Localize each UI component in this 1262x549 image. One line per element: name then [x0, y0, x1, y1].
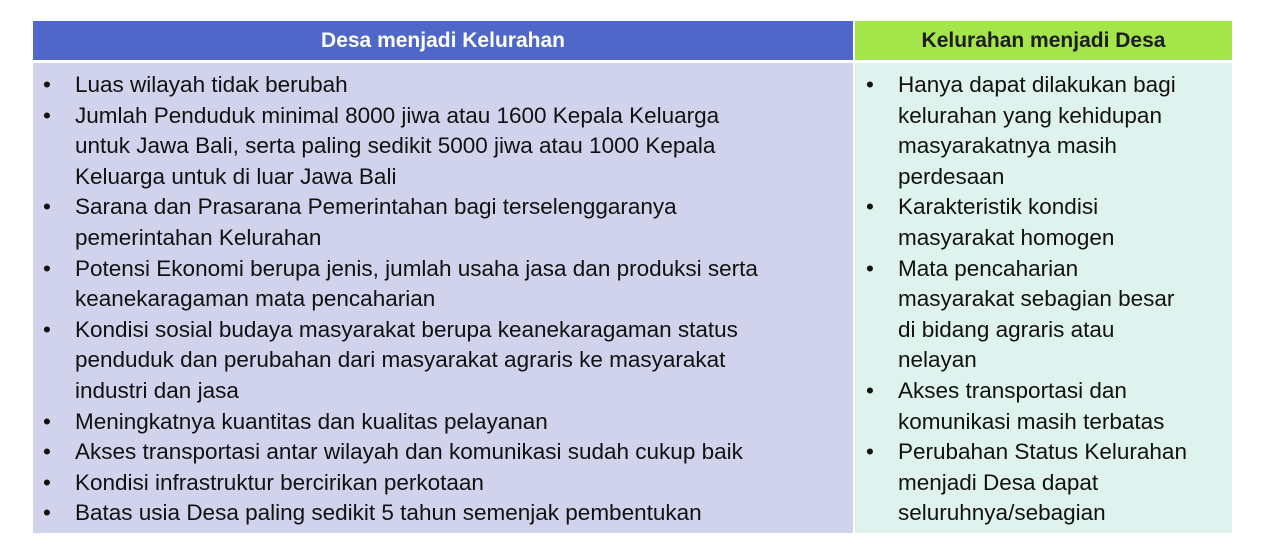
- list-item-text-line: Akses transportasi antar wilayah dan komunikasi sudah cukup baik: [75, 439, 743, 465]
- list-item-text-line: seluruhnya/sebagian: [898, 500, 1106, 526]
- list-item-text-line: nelayan: [898, 347, 977, 373]
- bullet-icon: •: [43, 72, 51, 97]
- list-item-text-line: Perubahan Status Kelurahan: [898, 439, 1187, 465]
- list-item-text-line: Batas usia Desa paling sedikit 5 tahun semenjak pembentukan: [75, 500, 702, 526]
- list-item: [855, 254, 1232, 376]
- list-item: [33, 101, 853, 193]
- list-item-text-line: industri dan jasa: [75, 377, 239, 403]
- list-item-text-line: Keluarga untuk di luar Jawa Bali: [75, 163, 397, 189]
- bullet-icon: •: [866, 72, 874, 97]
- list-item: [855, 437, 1232, 529]
- bullet-icon: •: [866, 439, 874, 465]
- list-item-text-line: kelurahan yang kehidupan: [898, 102, 1162, 128]
- bullet-icon: •: [43, 500, 51, 526]
- column-header-right: Kelurahan menjadi Desa: [855, 21, 1232, 60]
- column-desa-menjadi-kelurahan: [33, 21, 853, 533]
- left-bullet-list: [33, 70, 853, 529]
- list-item-text-line: di bidang agraris atau: [898, 316, 1115, 342]
- bullet-icon: •: [866, 194, 874, 220]
- list-item: [33, 498, 853, 529]
- list-item-text-line: Akses transportasi dan: [898, 377, 1127, 403]
- column-header-left: Desa menjadi Kelurahan: [33, 21, 853, 60]
- bullet-icon: •: [43, 316, 51, 342]
- list-item-text-line: masyarakatnya masih: [898, 133, 1117, 159]
- bullet-icon: •: [43, 439, 51, 465]
- column-body-left: [33, 63, 853, 533]
- bullet-icon: •: [43, 469, 51, 495]
- list-item-text-line: keanekaragaman mata pencaharian: [75, 286, 436, 312]
- bullet-icon: •: [43, 102, 51, 128]
- list-item-text-line: Kondisi infrastruktur bercirikan perkotaan: [75, 469, 484, 495]
- bullet-icon: •: [43, 408, 51, 434]
- list-item-text-line: untuk Jawa Bali, serta paling sedikit 5000 jiwa atau 1000 Kepala: [75, 133, 716, 159]
- list-item-text-line: masyarakat sebagian besar: [898, 286, 1175, 312]
- list-item-text-line: Luas wilayah tidak berubah: [75, 72, 348, 97]
- comparison-table: [33, 21, 1232, 533]
- list-item: [33, 192, 853, 253]
- list-item-text-line: perdesaan: [898, 163, 1005, 189]
- column-body-right: [855, 63, 1232, 533]
- list-item: [33, 315, 853, 407]
- list-item: [855, 70, 1232, 192]
- bullet-icon: •: [43, 194, 51, 220]
- list-item: [855, 376, 1232, 437]
- list-item: [33, 468, 853, 499]
- list-item: [33, 70, 853, 101]
- list-item: [33, 254, 853, 315]
- list-item-text-line: Karakteristik kondisi: [898, 194, 1099, 220]
- bullet-icon: •: [866, 255, 874, 281]
- list-item: [33, 407, 853, 438]
- list-item-text-line: Hanya dapat dilakukan bagi: [898, 72, 1176, 97]
- list-item: [33, 437, 853, 468]
- list-item-text-line: penduduk dan perubahan dari masyarakat agraris ke masyarakat: [75, 347, 726, 373]
- list-item-text-line: Kondisi sosial budaya masyarakat berupa keanekaragaman status: [75, 316, 738, 342]
- list-item-text-line: Mata pencaharian: [898, 255, 1079, 281]
- list-item-text-line: Meningkatnya kuantitas dan kualitas pelayanan: [75, 408, 548, 434]
- list-item-text-line: pemerintahan Kelurahan: [75, 224, 322, 250]
- bullet-icon: •: [866, 377, 874, 403]
- list-item-text-line: Jumlah Penduduk minimal 8000 jiwa atau 1600 Kepala Keluarga: [75, 102, 720, 128]
- bullet-icon: •: [43, 255, 51, 281]
- list-item-text-line: Potensi Ekonomi berupa jenis, jumlah usaha jasa dan produksi serta: [75, 255, 758, 281]
- list-item-text-line: masyarakat homogen: [898, 224, 1115, 250]
- list-item: [855, 192, 1232, 253]
- column-kelurahan-menjadi-desa: [855, 21, 1232, 533]
- list-item-text-line: Sarana dan Prasarana Pemerintahan bagi terselenggaranya: [75, 194, 677, 220]
- right-bullet-list: [855, 70, 1232, 529]
- list-item-text-line: komunikasi masih terbatas: [898, 408, 1165, 434]
- list-item-text-line: menjadi Desa dapat: [898, 469, 1099, 495]
